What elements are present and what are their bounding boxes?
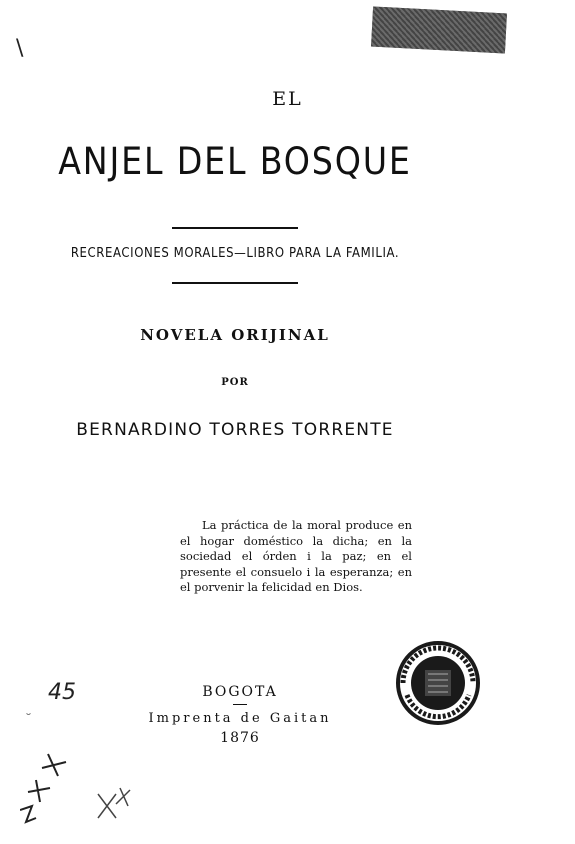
library-stamp-icon xyxy=(395,640,481,726)
imprint-printer: Imprenta de Gaitan xyxy=(148,711,332,726)
epigraph xyxy=(180,518,412,596)
imprint-city: BOGOTA xyxy=(202,684,278,700)
handwritten-marks-icon xyxy=(20,748,140,830)
imprint-year: 1876 xyxy=(220,730,260,746)
author-name: BERNARDINO TORRES TORRENTE xyxy=(76,420,394,440)
handwritten-number: 45 xyxy=(48,680,76,705)
title-article: EL xyxy=(272,88,303,110)
epigraph-text: La práctica de la moral produce en el hogar doméstico la dicha; en la sociedad el órden i la paz; en el presente el consuelo i la esperanza; en el porvenir la felicidad en Dios. xyxy=(180,518,412,594)
genre-line: NOVELA ORIJINAL xyxy=(140,326,330,344)
margin-mark-top: \ xyxy=(16,36,24,61)
byline-por: POR xyxy=(221,377,249,388)
subtitle: RECREACIONES MORALES—LIBRO PARA LA FAMILIA. xyxy=(70,246,400,261)
divider-top xyxy=(172,227,298,229)
book-title: ANJEL DEL BOSQUE xyxy=(58,140,412,183)
library-label-sticker xyxy=(371,7,507,54)
imprint-dash xyxy=(233,704,247,705)
margin-speck: ˘ xyxy=(25,712,32,728)
divider-bottom xyxy=(172,282,298,284)
